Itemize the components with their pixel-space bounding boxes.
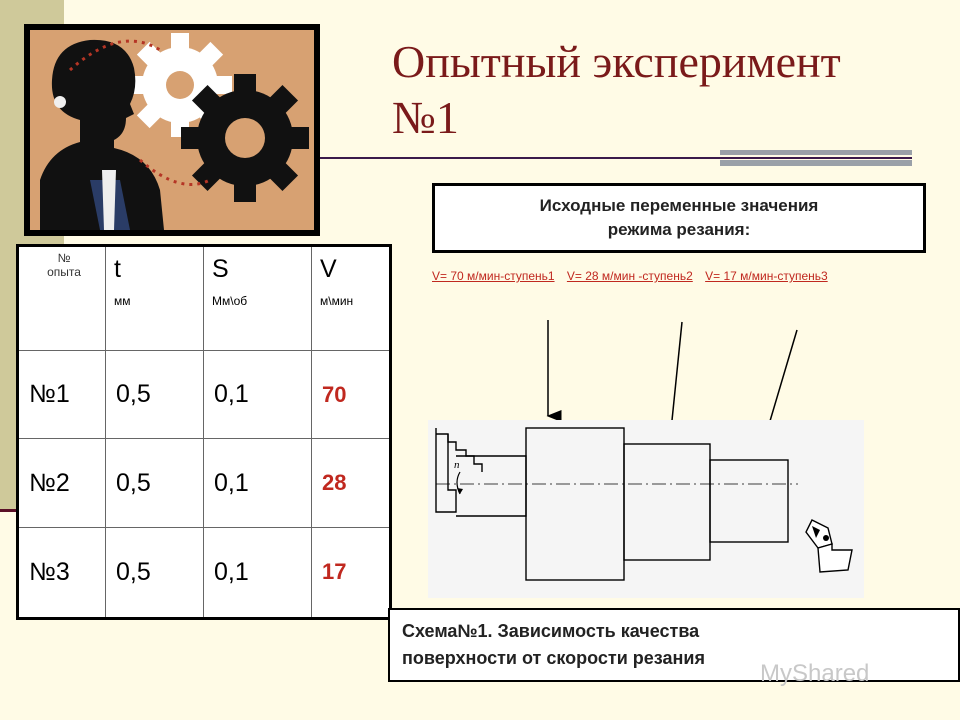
header-t [106,246,204,351]
params-line-1: Исходные переменные значения [539,196,819,215]
title-decor-bar [720,150,912,166]
title-line-2: №1 [392,92,459,143]
watermark-logo [760,660,960,690]
header-number-sub: опыта [47,265,81,279]
cell-v: 17 [312,527,391,618]
speed-labels [414,269,960,289]
header-t-main: t [114,255,121,283]
cell-number: №2 [18,439,106,527]
black-gear-icon [181,74,309,202]
cutting-tool-icon [806,520,852,572]
header-s-sub: Мм\об [212,294,248,308]
page-title [392,34,932,146]
person-silhouette [40,40,164,230]
speed-label-2: V= 28 м/мин -ступень2 [566,269,693,283]
speed-label-1: V= 70 м/мин-ступень1 [432,269,555,283]
header-v-sub: м\мин [320,294,354,308]
experiment-table [16,244,392,620]
table-row [18,439,391,527]
header-v-main: V [320,255,337,283]
cell-t: 0,5 [106,439,204,527]
cell-v: 28 [312,439,391,527]
shaft-schematic [428,420,864,598]
cell-number: №3 [18,527,106,618]
cell-s: 0,1 [204,439,312,527]
cell-t: 0,5 [106,527,204,618]
params-box [432,183,926,253]
cell-s: 0,1 [204,351,312,439]
table-header-row [18,246,391,351]
caption-line-1: Схема№1. Зависимость качества [402,621,700,641]
header-v [312,246,391,351]
table-row [18,527,391,618]
caption-line-2: поверхности от скорости резания [402,648,705,668]
watermark-text: MyShared [760,660,870,687]
cell-v: 70 [312,351,391,439]
stepped-shaft-drawing [428,420,864,598]
cell-s: 0,1 [204,527,312,618]
rotation-n-label: n [454,459,460,471]
params-line-2: режима резания: [607,220,751,239]
header-number-main: № [57,251,71,265]
title-line-1: Опытный эксперимент [392,36,841,87]
header-number [18,246,106,351]
clipart-picture [24,24,320,236]
header-t-sub: мм [114,294,131,308]
speed-label-3: V= 17 м/мин-ступень3 [705,269,828,283]
engineer-gears-illustration [30,30,314,230]
table-row [18,351,391,439]
cell-number: №1 [18,351,106,439]
header-s [204,246,312,351]
header-s-main: S [212,255,229,283]
cell-t: 0,5 [106,351,204,439]
